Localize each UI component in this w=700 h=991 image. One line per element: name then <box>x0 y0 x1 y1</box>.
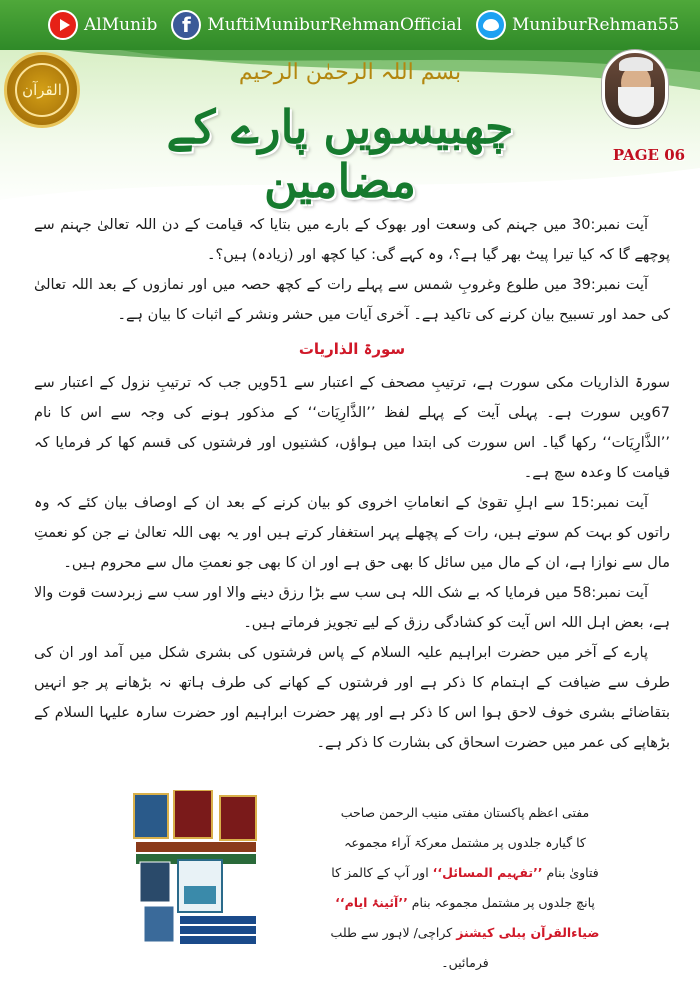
ad-book-title-1: ’’تفہیم المسائل‘‘ <box>432 865 543 880</box>
logo-text: القرآن <box>15 63 69 117</box>
page-title: چھبیسویں پارے کے مضامین <box>166 100 514 208</box>
page-number-label: PAGE 06 <box>612 146 686 164</box>
ad-line-1: مفتی اعظم پاکستان مفتی منیب الرحمن صاحب <box>340 805 590 820</box>
social-youtube[interactable] <box>48 10 157 40</box>
publication-ad <box>330 798 600 978</box>
section-heading-surah: سورۃ الذاریات <box>298 340 406 358</box>
ad-line-4: پانچ جلدوں پر مشتمل مجموعہ بنام ’’آئینۂ ایام‘‘ <box>335 895 595 910</box>
paragraph-ibrahim: پارے کے آخر میں حضرت ابراہیم علیہ السلام کے پاس فرشتوں کی بشری شکل میں آمد اور ان کی طرف سے ضیافت کے اہتمام کا ذکر ہے اور فرشتوں کے کھانے کی طرف ہاتھ نہ بڑھانے پر جو انہیں بتقاضائے بشری خوف لاحق ہوا اس کا ذکر ہے اور پھر حضرت ابراہیم اور حضرت سارہ علیہا السلام کے بڑھاپے کی عمر میں حضرت اسحاق کی بشارت کا ذکر ہے۔ <box>34 645 670 751</box>
youtube-icon[interactable] <box>48 10 78 40</box>
paragraph-verse-15: آیت نمبر:15 سے اہلِ تقویٰ کے انعاماتِ اخروی کو بیان کرنے کے بعد ان کے اوصاف بیان کئے کہ وہ راتوں کو بہت کم سوتے ہیں، رات کے پچھلے پہر استغفار کرتے ہیں اور یہ بھی اللہ تعالیٰ نے جن کو نعمتِ مال سے نوازا ہے، ان کے مال میں سائل کا بھی حق ہے اور ان کا بھی جو نعمتِ مال سے محروم ہیں۔ <box>34 495 670 571</box>
facebook-icon[interactable]: f <box>171 10 201 40</box>
ad-line-5: ضیاءالقرآن پبلی کیشنز کراچی/ لاہور سے طلب فرمائیں۔ <box>330 925 600 970</box>
paragraph-surah-intro: سورۃ الذاریات مکی سورت ہے، ترتیبِ مصحف کے اعتبار سے 51ویں جب کہ ترتیبِ نزول کے اعتبار سے 67ویں سورت ہے۔ پہلی آیت کے پہلے لفظ ’’الذَّارِیَات‘‘ کے مذکور ہونے کی وجہ سے اس کا نام ’’الذَّارِیَات‘‘ رکھا گیا۔ اس سورت کی ابتدا میں ہواؤں، کشتیوں اور فرشتوں کی قسم کھا کر فرمایا کہ قیامت کا وعدہ سچ ہے۔ <box>34 375 670 481</box>
quran-logo <box>4 52 80 128</box>
social-bar <box>0 0 700 50</box>
bismillah-calligraphy: بسم اللہ الرحمٰن الرحیم <box>238 60 462 85</box>
ad-line-3: فتاویٰ بنام ’’تفہیم المسائل‘‘ اور آپ کے کالمز کا <box>331 865 599 880</box>
social-facebook[interactable] <box>171 10 462 40</box>
article-body <box>34 210 670 758</box>
paragraph-verse-30: آیت نمبر:30 میں جہنم کی وسعت اور بھوک کے بارے میں بتایا کہ قیامت کے دن اللہ تعالیٰ جہنم سے پوچھے گا کہ کیا تیرا پیٹ بھر گیا ہے؟، وہ کہے گی: کیا کچھ اور (زیادہ) ہیں؟۔ <box>34 217 670 263</box>
paragraph-verse-58: آیت نمبر:58 میں فرمایا کہ بے شک اللہ ہی سب سے بڑا رزق دینے والا اور سب سے زبردست قوت والا ہے، بعض اہل اللہ اس آیت کو کشادگی رزق کے لیے تجویز فرماتے ہیں۔ <box>34 585 670 631</box>
twitter-icon[interactable] <box>476 10 506 40</box>
social-twitter-label[interactable]: MuniburRehman55 <box>511 15 680 35</box>
ad-line-2: کا گیارہ جلدوں پر مشتمل معرکۃ آراء مجموعہ <box>344 835 586 850</box>
paragraph-verse-39: آیت نمبر:39 میں طلوع وغروبِ شمس سے پہلے رات کے کچھ حصہ میں اور نمازوں کے بعد اللہ تعالیٰ کی حمد اور تسبیح بیان کرنے کی تاکید ہے۔ آخری آیات میں حشر ونشر کے اثبات کا بیان ہے۔ <box>34 277 670 323</box>
ad-publisher: ضیاءالقرآن پبلی کیشنز <box>456 925 600 940</box>
books-illustration <box>130 790 270 950</box>
author-portrait <box>602 50 668 128</box>
ad-book-title-2: ’’آئینۂ ایام‘‘ <box>335 895 408 910</box>
social-youtube-label[interactable]: AlMunib <box>84 15 158 35</box>
social-facebook-label[interactable]: MuftiMuniburRehmanOfficial <box>207 15 462 35</box>
social-twitter[interactable] <box>476 10 679 40</box>
